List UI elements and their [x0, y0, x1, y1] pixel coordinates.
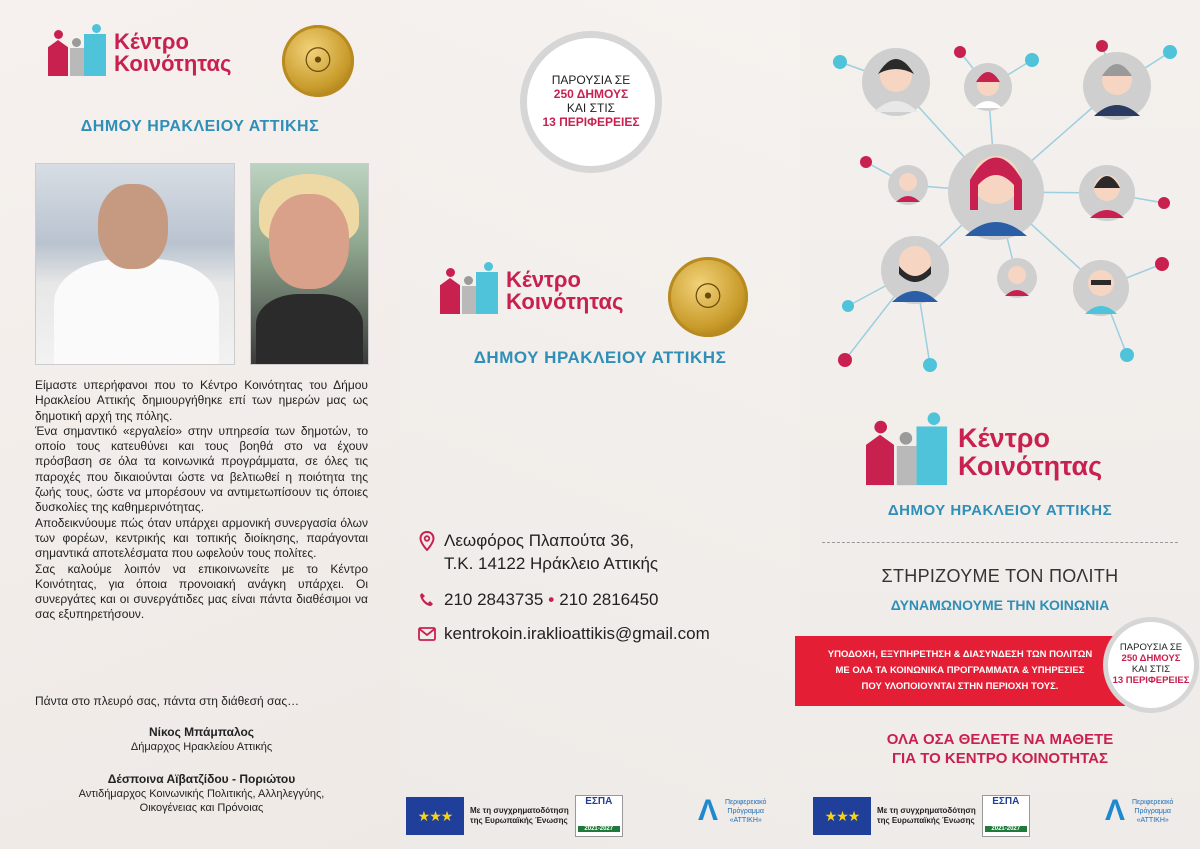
phone-block: [416, 589, 659, 611]
badge-line1: ΠΑΡΟΥΣΙΑ ΣΕ: [551, 73, 631, 88]
badge-line3: ΚΑΙ ΣΤΙΣ: [1131, 664, 1171, 675]
attiki-logo-icon: Λ: [1104, 794, 1125, 827]
cta-line1: ΟΛΑ ΟΣΑ ΘΕΛΕΤΕ ΝΑ ΜΑΘΕΤΕ: [886, 731, 1114, 748]
call-to-action: [800, 730, 1200, 768]
signature-mayor: [35, 725, 368, 754]
municipality-title: ΔΗΜΟΥ ΗΡΑΚΛΕΙΟΥ ΑΤΤΙΚΗΣ: [80, 118, 320, 135]
network-dot: [838, 353, 852, 367]
logo-line1: Κέντρο: [114, 28, 189, 54]
badge-line1: ΠΑΡΟΥΣΙΑ ΣΕ: [1119, 642, 1183, 654]
signature-role: Δήμαρχος Ηρακλείου Αττικής: [130, 741, 273, 753]
network-dot: [1096, 40, 1108, 52]
photo-mayor: [35, 163, 235, 365]
logo-line2: Κοινότητας: [958, 450, 1103, 481]
banner-line2: ΜΕ ΟΛΑ ΤΑ ΚΟΙΝΩΝΙΚΑ ΠΡΟΓΡΑΜΜΑΤΑ & ΥΠΗΡΕΣΙΕΣ: [835, 665, 1085, 676]
eu-funding-logo: [406, 795, 623, 837]
eu-flag-icon: ★★★: [813, 797, 871, 835]
intro-paragraph: Ένα σημαντικό «εργαλείο» στην υπηρεσία των δημοτών, το οποίο τους κατευθύνει και τους βοηθά στο να έχουν πρόσβαση σε όλα τα κοινωνικά προγράμματα, σε όλες τις παροχές που δικαιούνται ώστε να βελτιωθεί η ποιότητα της ζωής τους, ώστε να μπορέσουν να αντιμετωπίσουν τις όποιες δυσκολίες της καθημερινότητας.: [35, 423, 368, 515]
badge-line2: 250 ΔΗΜΟΥΣ: [1121, 653, 1181, 665]
email-block: [416, 623, 710, 645]
person-avatar-icon: [948, 144, 1044, 240]
person-avatar-icon: [1079, 165, 1135, 221]
person-avatar-icon: [1083, 52, 1151, 120]
person-avatar-icon: [888, 165, 928, 205]
intro-paragraph: Είμαστε υπερήφανοι που το Κέντρο Κοινότητας του Δήμου Ηρακλείου Αττικής δημιουργήθηκε επί των ημερών μας ως δημοτική αρχή της πόλης.: [35, 378, 368, 423]
eu-line1: Με τη συγχρηματοδότηση: [470, 806, 569, 815]
logo-kentro-koinotitas: [866, 425, 1102, 480]
middle-panel: [400, 0, 800, 849]
person-avatar-icon: [881, 236, 949, 304]
community-network-illustration: [800, 0, 1200, 400]
municipality-title: ΔΗΜΟΥ ΗΡΑΚΛΕΙΟΥ ΑΤΤΙΚΗΣ: [887, 502, 1113, 519]
phone-icon: [416, 589, 438, 611]
network-dot: [954, 46, 966, 58]
email-link[interactable]: kentrokoin.iraklioattikis@gmail.com: [444, 624, 710, 643]
logo-kentro-koinotitas: [440, 268, 623, 314]
badge-line4: 13 ΠΕΡΙΦΕΡΕΙΕΣ: [1112, 674, 1190, 686]
network-dot: [1155, 257, 1169, 271]
phone-separator: •: [548, 590, 555, 609]
attiki-program-logo: Λ Περιφερειακό Πρόγραμμα «ΑΤΤΙΚΗ»: [1100, 796, 1173, 826]
coin-emblem-icon: ☉: [282, 25, 354, 97]
tagline-support: ΣΤΗΡΙΖΟΥΜΕ ΤΟΝ ΠΟΛΙΤΗ: [881, 566, 1119, 586]
logo-line1: Κέντρο: [506, 266, 581, 292]
phone-1[interactable]: 210 2843735: [444, 590, 544, 609]
address-line2: Τ.Κ. 14122 Ηράκλειο Αττικής: [444, 554, 659, 573]
logo-mark-icon: [866, 420, 947, 484]
person-avatar-icon: [964, 63, 1012, 111]
network-dot: [1120, 348, 1134, 362]
location-pin-icon: [416, 530, 438, 552]
person-avatar-icon: [1073, 260, 1129, 316]
badge-line4: 13 ΠΕΡΙΦΕΡΕΙΕΣ: [542, 114, 640, 129]
logo-line2: Κοινότητας: [506, 289, 624, 314]
espa-logo: ΕΣΠΑ 2021-2027: [982, 795, 1030, 837]
eu-line1: Με τη συγχρηματοδότηση: [877, 806, 976, 815]
person-avatar-icon: [997, 258, 1037, 298]
eu-flag-icon: ★★★: [406, 797, 464, 835]
logo-line1: Κέντρο: [958, 423, 1050, 453]
intro-paragraph: Αποδεικνύουμε πώς όταν υπάρχει αρμονική συνεργασία όλων των φορέων, κεντρικής και τοπικής διοίκησης, παράγονται σημαντικά αποτελέσματα που ωφελούν τους πολίτες.: [35, 515, 368, 561]
attiki-program-logo: Λ Περιφερειακό Πρόγραμμα «ΑΤΤΙΚΗ»: [693, 796, 766, 826]
eu-line2: της Ευρωπαϊκής Ένωσης: [877, 816, 975, 825]
address-line1: Λεωφόρος Πλαπούτα 36,: [444, 531, 634, 550]
cta-line2: ΓΙΑ ΤΟ ΚΕΝΤΡΟ ΚΟΙΝΟΤΗΤΑΣ: [892, 750, 1108, 767]
eu-line2: της Ευρωπαϊκής Ένωσης: [470, 816, 568, 825]
network-dot: [923, 358, 937, 372]
intro-text: [35, 378, 368, 623]
network-dot: [1025, 53, 1039, 67]
banner-line1: ΥΠΟΔΟΧΗ, ΕΞΥΠΗΡΕΤΗΣΗ & ΔΙΑΣΥΝΔΕΣΗ ΤΩΝ ΠΟΛΙΤΩΝ: [827, 649, 1093, 660]
closing-line: Πάντα στο πλευρό σας, πάντα στη διάθεσή σας…: [35, 694, 300, 708]
presence-badge: [520, 31, 662, 173]
eu-funding-logo: [813, 795, 1030, 837]
coin-emblem-icon: ☉: [668, 257, 748, 337]
badge-line3: ΚΑΙ ΣΤΙΣ: [566, 101, 616, 115]
attiki-logo-icon: Λ: [697, 794, 718, 827]
signature-name: Νίκος Μπάμπαλος: [148, 725, 255, 739]
photo-deputy-mayor: [250, 163, 369, 365]
services-banner: [795, 636, 1125, 706]
person-avatar-icon: [862, 48, 930, 116]
divider: [822, 542, 1178, 543]
municipality-title: ΔΗΜΟΥ ΗΡΑΚΛΕΙΟΥ ΑΤΤΙΚΗΣ: [473, 348, 727, 367]
phone-2[interactable]: 210 2816450: [559, 590, 659, 609]
network-dot: [860, 156, 872, 168]
address-block: [416, 530, 634, 552]
logo-kentro-koinotitas: [48, 30, 231, 76]
left-panel: [0, 0, 400, 849]
intro-paragraph: Σας καλούμε λοιπόν να επικοινωνείτε με το Κέντρο Κοινότητας, για όποια προνοιακή ανάγκη υπάρχει. Οι συνεργάτες και οι συνεργάτιδες μας είναι πάντα διαθέσιμοι να σας εξυπηρετήσουν.: [35, 561, 368, 622]
espa-logo: ΕΣΠΑ 2021-2027: [575, 795, 623, 837]
network-dot: [842, 300, 854, 312]
signature-role: Αντιδήμαρχος Κοινωνικής Πολιτικής, Αλληλεγγύης, Οικογένειας και Πρόνοιας: [78, 788, 325, 814]
email-icon: [416, 623, 438, 645]
logo-mark-icon: [440, 268, 498, 314]
network-dot: [1158, 197, 1170, 209]
network-dot: [833, 55, 847, 69]
banner-line3: ΠΟΥ ΥΛΟΠΟΙΟΥΝΤΑΙ ΣΤΗΝ ΠΕΡΙΟΧΗ ΤΟΥΣ.: [861, 681, 1059, 692]
presence-badge: [1103, 617, 1199, 713]
network-dot: [1163, 45, 1177, 59]
signature-name: Δέσποινα Αϊβατζίδου - Πoριώτου: [107, 772, 296, 786]
signature-deputy: [35, 772, 368, 815]
logo-mark-icon: [48, 30, 106, 76]
logo-line2: Κοινότητας: [114, 51, 232, 76]
tagline-empower: ΔΥΝΑΜΩΝΟΥΜΕ ΤΗΝ ΚΟΙΝΩΝΙΑ: [890, 597, 1110, 613]
badge-line2: 250 ΔΗΜΟΥΣ: [553, 87, 629, 102]
